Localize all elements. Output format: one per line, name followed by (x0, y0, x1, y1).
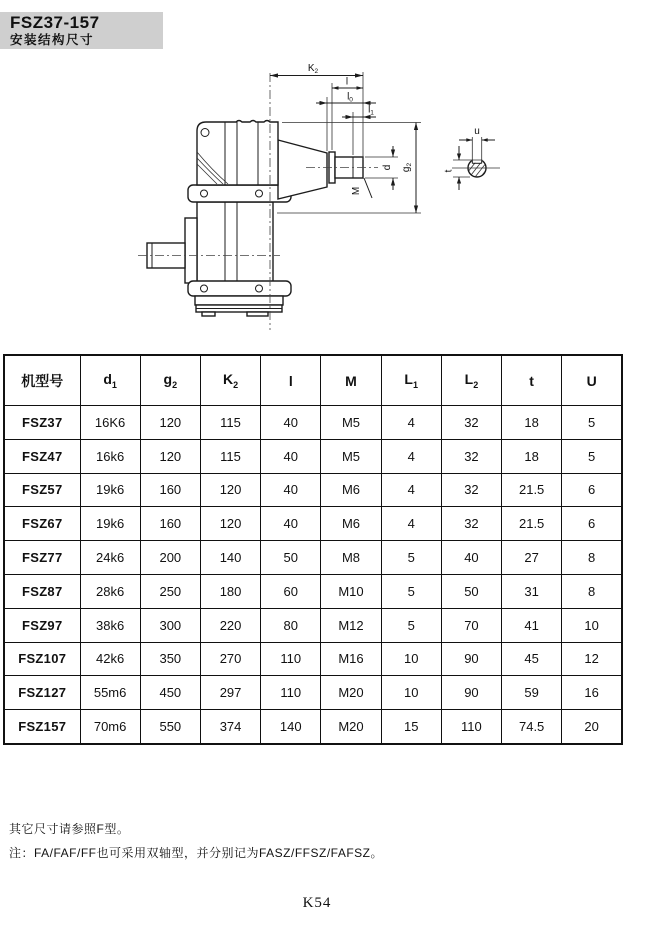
value-cell: 115 (200, 406, 260, 440)
value-cell: 200 (140, 541, 200, 575)
shaft-cross-section (452, 137, 500, 190)
value-cell: 28k6 (80, 574, 140, 608)
value-cell: 59 (502, 676, 562, 710)
value-cell: 20 (562, 710, 622, 744)
table-row (4, 608, 622, 642)
value-cell: 18 (502, 439, 562, 473)
value-cell: M10 (321, 574, 381, 608)
value-cell: 70m6 (80, 710, 140, 744)
value-cell: M16 (321, 642, 381, 676)
value-cell: 110 (261, 642, 321, 676)
value-cell: 4 (381, 473, 441, 507)
value-cell: 140 (200, 541, 260, 575)
column-header: $g_2$ (140, 355, 200, 406)
table-row (4, 473, 622, 507)
value-cell: M5 (321, 439, 381, 473)
table-header-row (4, 355, 622, 406)
gear-unit-upper-body (188, 121, 363, 203)
model-cell: FSZ57 (4, 473, 80, 507)
column-header: t (502, 355, 562, 406)
dim-label-g2: $g_2$ (401, 162, 413, 173)
column-header: U (562, 355, 622, 406)
value-cell: 12 (562, 642, 622, 676)
dim-label-m: M (351, 186, 362, 196)
value-cell: 55m6 (80, 676, 140, 710)
gear-unit-lower-body (147, 202, 291, 316)
footnote-variants: 注：FA/FAF/FF也可采用双轴型，并分别记为FASZ/FFSZ/FAFSZ。 (9, 846, 384, 860)
page-title: FSZ37-157 (10, 13, 100, 32)
table-row (4, 406, 622, 440)
value-cell: M8 (321, 541, 381, 575)
value-cell: 270 (200, 642, 260, 676)
column-header: 机型号 (4, 355, 80, 406)
value-cell: 40 (261, 439, 321, 473)
table-row (4, 541, 622, 575)
value-cell: 15 (381, 710, 441, 744)
value-cell: 50 (261, 541, 321, 575)
column-header: l (261, 355, 321, 406)
table-row (4, 574, 622, 608)
value-cell: 50 (441, 574, 501, 608)
value-cell: 5 (562, 406, 622, 440)
value-cell: 8 (562, 541, 622, 575)
value-cell: 8 (562, 574, 622, 608)
value-cell: 4 (381, 406, 441, 440)
value-cell: 450 (140, 676, 200, 710)
value-cell: 120 (200, 473, 260, 507)
value-cell: 220 (200, 608, 260, 642)
value-cell: 550 (140, 710, 200, 744)
dim-label-l1: $l_1$ (368, 104, 374, 117)
page-subtitle: 安装结构尺寸 (10, 33, 95, 47)
value-cell: M20 (321, 676, 381, 710)
value-cell: 10 (381, 642, 441, 676)
model-cell: FSZ77 (4, 541, 80, 575)
model-cell: FSZ157 (4, 710, 80, 744)
table-row (4, 642, 622, 676)
value-cell: 32 (441, 439, 501, 473)
input-cone (278, 140, 327, 199)
value-cell: 24k6 (80, 541, 140, 575)
value-cell: 70 (441, 608, 501, 642)
table-row (4, 507, 622, 541)
column-header: $d_1$ (80, 355, 140, 406)
value-cell: 110 (261, 676, 321, 710)
column-header: $K_2$ (200, 355, 260, 406)
value-cell: M20 (321, 710, 381, 744)
value-cell: 160 (140, 507, 200, 541)
value-cell: 374 (200, 710, 260, 744)
model-cell: FSZ107 (4, 642, 80, 676)
value-cell: 297 (200, 676, 260, 710)
dim-label-d: d (382, 164, 393, 171)
value-cell: 120 (140, 439, 200, 473)
value-cell: 90 (441, 642, 501, 676)
value-cell: 4 (381, 439, 441, 473)
dimension-table-head (4, 355, 622, 406)
value-cell: 115 (200, 439, 260, 473)
value-cell: 120 (200, 507, 260, 541)
dim-label-t: t (443, 169, 455, 173)
value-cell: 180 (200, 574, 260, 608)
value-cell: 41 (502, 608, 562, 642)
value-cell: 40 (261, 406, 321, 440)
value-cell: 90 (441, 676, 501, 710)
model-cell: FSZ37 (4, 406, 80, 440)
page-number: K54 (302, 895, 332, 911)
value-cell: 5 (562, 439, 622, 473)
value-cell: 19k6 (80, 507, 140, 541)
value-cell: M6 (321, 507, 381, 541)
value-cell: M12 (321, 608, 381, 642)
value-cell: 40 (261, 507, 321, 541)
value-cell: 5 (381, 541, 441, 575)
value-cell: 45 (502, 642, 562, 676)
value-cell: 140 (261, 710, 321, 744)
column-header: M (321, 355, 381, 406)
dim-label-l: l (345, 76, 349, 88)
value-cell: 6 (562, 473, 622, 507)
value-cell: 110 (441, 710, 501, 744)
value-cell: 16 (562, 676, 622, 710)
model-cell: FSZ67 (4, 507, 80, 541)
model-cell: FSZ127 (4, 676, 80, 710)
value-cell: 6 (562, 507, 622, 541)
value-cell: 32 (441, 473, 501, 507)
table-row (4, 676, 622, 710)
column-header: $L_1$ (381, 355, 441, 406)
model-cell: FSZ97 (4, 608, 80, 642)
value-cell: 19k6 (80, 473, 140, 507)
value-cell: 40 (261, 473, 321, 507)
column-header: $L_2$ (441, 355, 501, 406)
dim-label-k2: $K_2$ (307, 63, 319, 75)
table-row (4, 439, 622, 473)
dimension-table (3, 354, 623, 745)
value-cell: 18 (502, 406, 562, 440)
value-cell: M6 (321, 473, 381, 507)
value-cell: 32 (441, 406, 501, 440)
value-cell: 5 (381, 574, 441, 608)
value-cell: 16k6 (80, 439, 140, 473)
value-cell: 10 (381, 676, 441, 710)
footnote-reference: 其它尺寸请参照F型。 (9, 822, 130, 836)
value-cell: 5 (381, 608, 441, 642)
value-cell: 120 (140, 406, 200, 440)
value-cell: 21.5 (502, 473, 562, 507)
value-cell: 74.5 (502, 710, 562, 744)
value-cell: 31 (502, 574, 562, 608)
value-cell: 250 (140, 574, 200, 608)
value-cell: 38k6 (80, 608, 140, 642)
value-cell: 350 (140, 642, 200, 676)
value-cell: 42k6 (80, 642, 140, 676)
table-row (4, 710, 622, 744)
value-cell: 40 (441, 541, 501, 575)
value-cell: M5 (321, 406, 381, 440)
value-cell: 21.5 (502, 507, 562, 541)
value-cell: 27 (502, 541, 562, 575)
value-cell: 60 (261, 574, 321, 608)
value-cell: 160 (140, 473, 200, 507)
dim-label-u: u (474, 126, 480, 137)
value-cell: 300 (140, 608, 200, 642)
model-cell: FSZ87 (4, 574, 80, 608)
value-cell: 80 (261, 608, 321, 642)
dimension-table-body (4, 406, 622, 744)
technical-drawing (0, 0, 650, 350)
model-cell: FSZ47 (4, 439, 80, 473)
value-cell: 10 (562, 608, 622, 642)
value-cell: 16K6 (80, 406, 140, 440)
dim-label-l0: $l_0$ (347, 91, 353, 104)
value-cell: 4 (381, 507, 441, 541)
value-cell: 32 (441, 507, 501, 541)
